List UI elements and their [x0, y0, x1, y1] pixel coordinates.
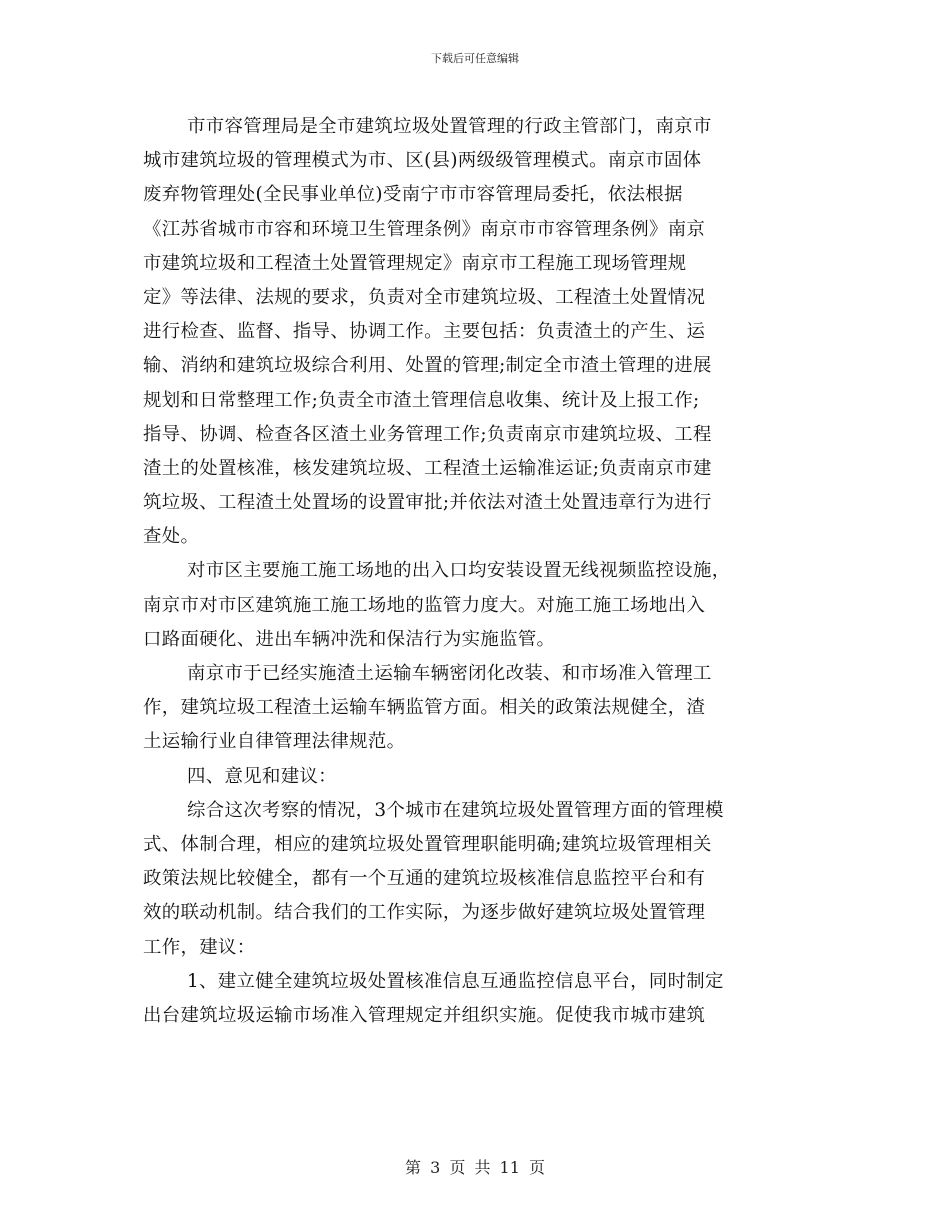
text-line: 城市建筑垃圾的管理模式为市、区(县)两级级管理模式。南京市固体 — [143, 150, 702, 172]
text-line: 作，建筑垃圾工程渣土运输车辆监管方面。相关的政策法规健全，渣 — [143, 697, 706, 719]
paragraph-5 — [143, 794, 813, 965]
text-line: 出台建筑垃圾运输市场准入管理规定并组织实施。促使我市城市建筑 — [143, 1004, 706, 1026]
text-line: 效的联动机制。结合我们的工作实际，为逐步做好建筑垃圾处置管理 — [143, 902, 706, 924]
text-line: 对市区主要施工施工场地的出入口均安装设置无线视频监控设施， — [187, 560, 731, 582]
text-line: 查处。 — [143, 526, 200, 548]
paragraph-1 — [143, 110, 813, 554]
text-line: 《江苏省城市市容和环境卫生管理条例》南京市市容管理条例》南京 — [143, 218, 706, 240]
text-line: 废弃物管理处(全民事业单位)受南宁市市容管理局委托，依法根据 — [143, 184, 683, 206]
text-line: 口路面硬化、进出车辆冲洗和保洁行为实施监管。 — [143, 628, 556, 650]
page-header-note: 下载后可任意编辑 — [431, 52, 519, 65]
section-heading: 四、意见和建议： — [187, 765, 337, 787]
page-number-footer: 第 3 页 共 11 页 — [405, 1158, 545, 1177]
text-line: 定》等法律、法规的要求，负责对全市建筑垃圾、工程渣土处置情况 — [143, 286, 706, 308]
text-line: 渣土的处置核准，核发建筑垃圾、工程渣土运输准运证;负责南京市建 — [143, 457, 712, 479]
paragraph-2 — [143, 554, 813, 657]
text-line: 政策法规比较健全，都有一个互通的建筑垃圾核准信息监控平台和有 — [143, 868, 706, 890]
text-line: 进行检查、监督、指导、协调工作。主要包括：负责渣土的产生、运 — [143, 321, 706, 343]
text-line: 综合这次考察的情况，3个城市在建筑垃圾处置管理方面的管理模 — [187, 799, 724, 821]
section-heading-4 — [143, 760, 813, 794]
paragraph-6 — [143, 965, 813, 1033]
text-line: 市建筑垃圾和工程渣土处置管理规定》南京市工程施工现场管理规 — [143, 252, 687, 274]
text-line: 土运输行业自律管理法律规范。 — [143, 731, 406, 753]
document-body — [143, 110, 813, 1033]
text-line: 指导、协调、检查各区渣土业务管理工作;负责南京市建筑垃圾、工程 — [143, 423, 712, 445]
text-line: 市市容管理局是全市建筑垃圾处置管理的行政主管部门，南京市 — [187, 116, 712, 137]
text-line: 筑垃圾、工程渣土处置场的设置审批;并依法对渣土处置违章行为进行 — [143, 492, 712, 514]
text-line: 1、建立健全建筑垃圾处置核准信息互通监控信息平台，同时制定 — [187, 970, 724, 992]
text-line: 南京市于已经实施渣土运输车辆密闭化改装、和市场准入管理工 — [187, 663, 712, 684]
text-line: 规划和日常整理工作;负责全市渣土管理信息收集、统计及上报工作; — [143, 389, 700, 411]
text-line: 南京市对市区建筑施工施工场地的监管力度大。对施工施工场地出入 — [143, 594, 706, 616]
text-line: 式、体制合理，相应的建筑垃圾处置管理职能明确;建筑垃圾管理相关 — [143, 833, 712, 855]
text-line: 输、消纳和建筑垃圾综合利用、处置的管理;制定全市渣土管理的进展 — [143, 355, 712, 377]
text-line: 工作，建议： — [143, 936, 256, 958]
paragraph-3 — [143, 657, 813, 760]
